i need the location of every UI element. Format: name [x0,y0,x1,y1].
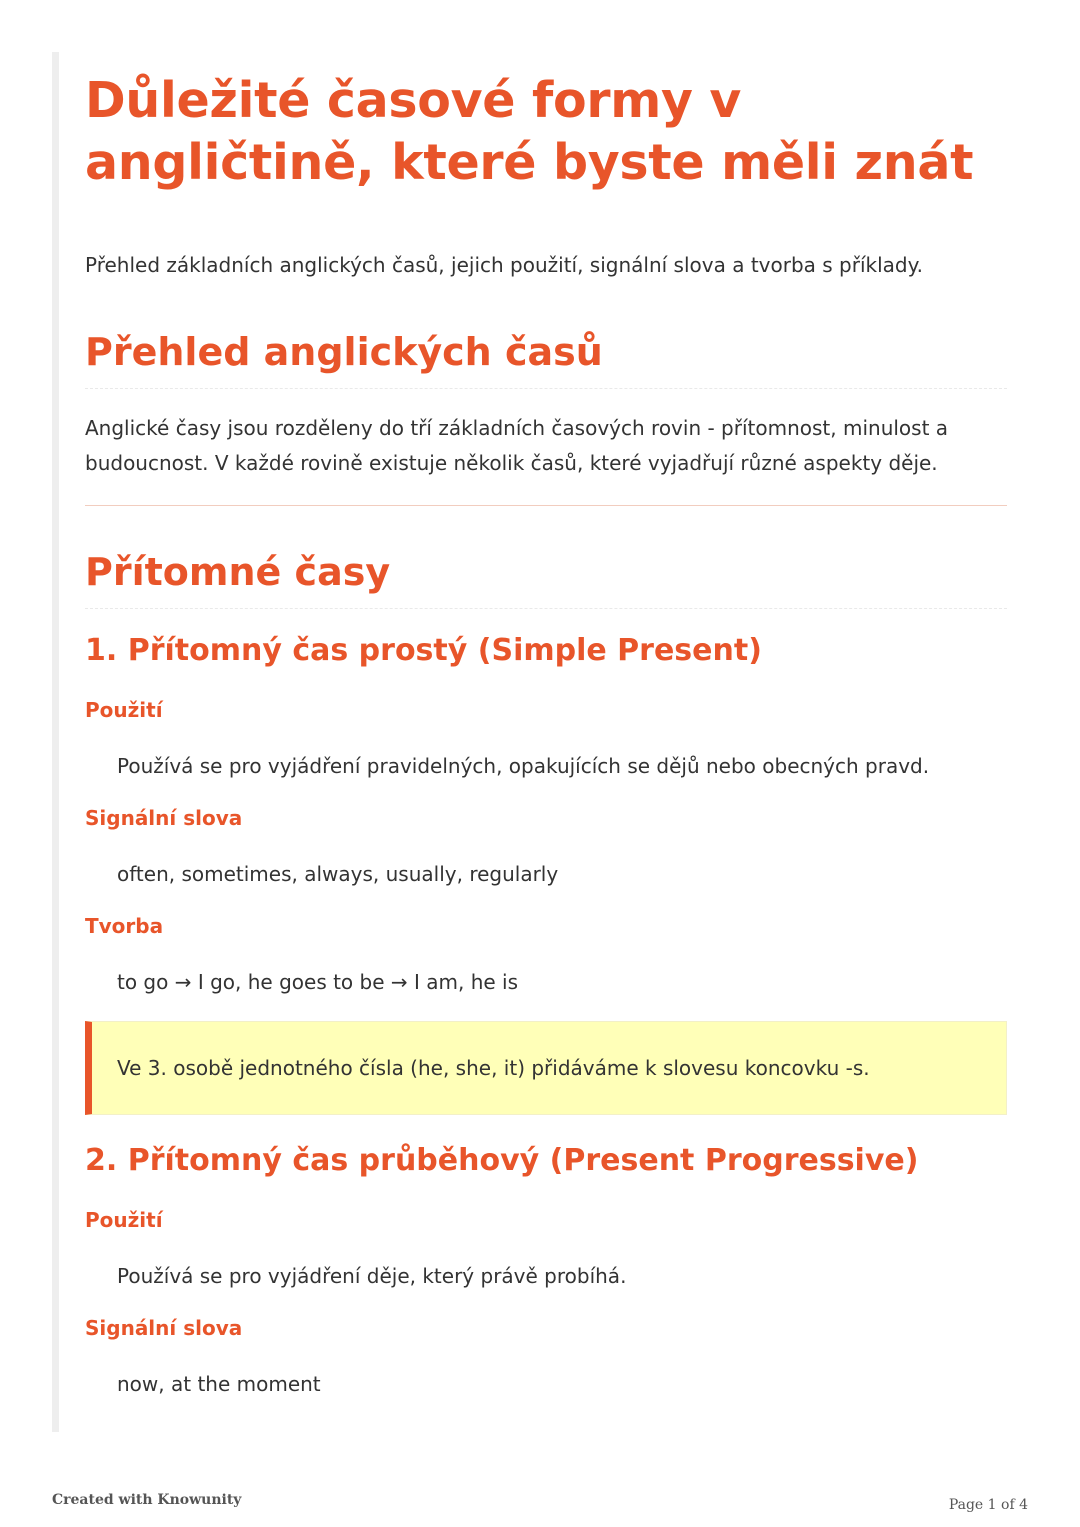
present-progressive-signal-text: now, at the moment [117,1372,321,1396]
footer-created-with: Created with Knowunity [52,1492,242,1508]
present-progressive-usage-label: Použití [85,1208,163,1232]
simple-present-formation-text: to go → I go, he goes to be → I am, he is [117,970,519,994]
section-divider [85,505,1007,506]
present-progressive-signal-label: Signální slova [85,1316,243,1340]
overview-heading: Přehled anglických časů [85,324,1007,389]
simple-present-heading: 1. Přítomný čas prostý (Simple Present) [85,633,762,668]
simple-present-usage-text: Používá se pro vyjádření pravidelných, opakujících se dějů nebo obecných pravd. [117,754,930,778]
document-content [85,70,1007,1399]
present-progressive-section [85,1139,1007,1399]
simple-present-signal-label: Signální slova [85,806,243,830]
present-tenses-heading: Přítomné časy [85,544,1007,609]
simple-present-usage-label: Použití [85,698,163,722]
document-subtitle: Přehled základních anglických časů, jejich použití, signální slova a tvorba s příklady. [85,253,923,277]
simple-present-note-text: Ve 3. osobě jednotného čísla (he, she, it) přidáváme k slovesu koncovku -s. [117,1056,870,1080]
simple-present-signal-text: often, sometimes, always, usually, regularly [117,862,559,886]
page-left-rule [52,52,59,1432]
present-progressive-heading: 2. Přítomný čas průběhový (Present Progressive) [85,1143,919,1178]
footer-page-indicator: Page 1 of 4 [948,1497,1028,1513]
simple-present-note [85,1021,1007,1115]
simple-present-section [85,629,1007,1115]
overview-text: Anglické časy jsou rozděleny do tří základních časových rovin - přítomnost, minulost a budoucnost. V každé rovině existuje několik časů, které vyjadřují různé aspekty děje. [85,416,949,475]
simple-present-formation-label: Tvorba [85,914,164,938]
present-progressive-usage-text: Používá se pro vyjádření děje, který právě probíhá. [117,1264,627,1288]
document-title: Důležité časové formy v angličtině, které byste měli znát [85,72,974,191]
